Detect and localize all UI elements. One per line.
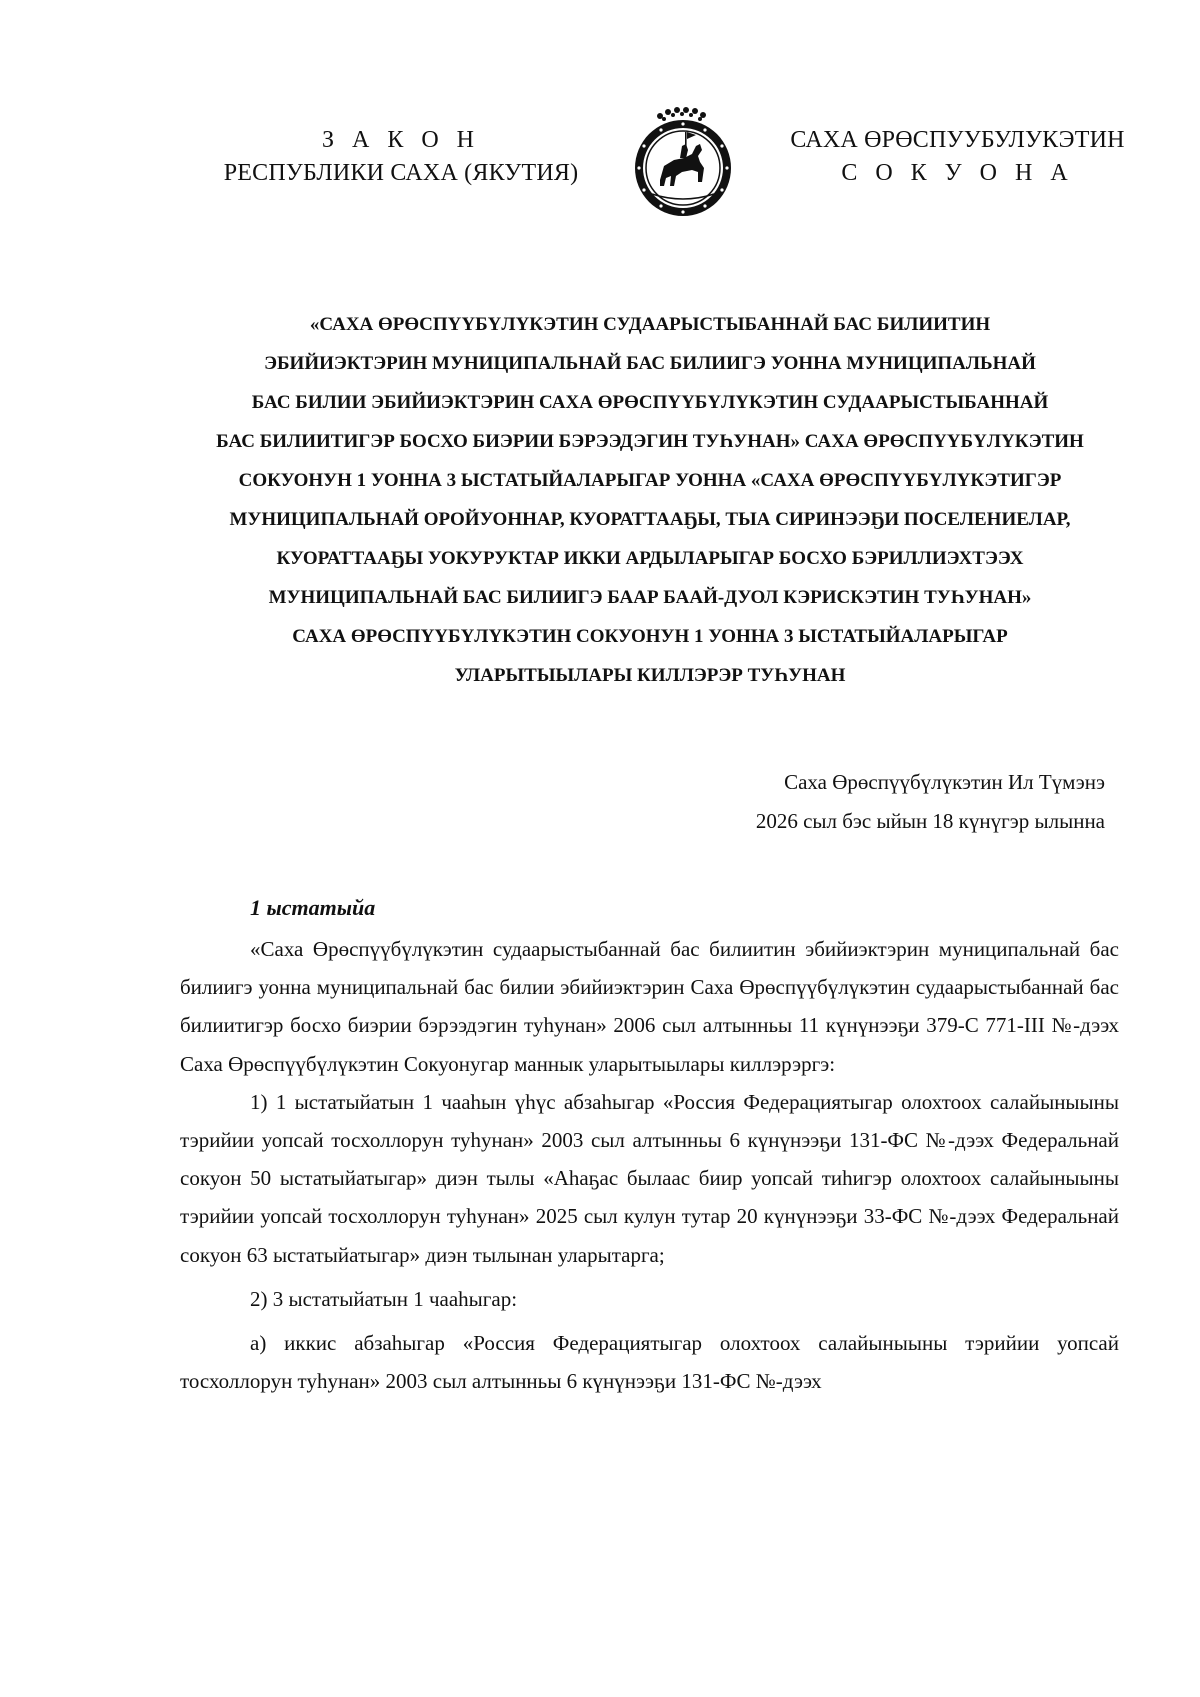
law-title (195, 305, 1105, 695)
title-line: УЛАРЫТЫЫЛАРЫ КИЛЛЭРЭР ТУҺУНАН (454, 665, 846, 686)
title-line: ЭБИЙИЭКТЭРИН МУНИЦИПАЛЬНАЙ БАС БИЛИИГЭ УОННА МУНИЦИПАЛЬНАЙ (264, 353, 1036, 374)
title-line: МУНИЦИПАЛЬНАЙ БАС БИЛИИГЭ БААР БААЙ-ДУОЛ КЭРИСКЭТИН ТУҺУНАН» (268, 587, 1032, 608)
header-republic-name: РЕСПУБЛИКИ САХА (ЯКУТИЯ) (223, 160, 579, 186)
title-line: БАС БИЛИИТИГЭР БОСХО БИЭРИИ БЭРЭЭДЭГИН ТУҺУНАН» САХА ӨРӨСПҮҮБҮЛҮКЭТИН (216, 431, 1084, 452)
title-line: БАС БИЛИИ ЭБИЙИЭКТЭРИН САХА ӨРӨСПҮҮБҮЛҮКЭТИН СУДААРЫСТЫБАННАЙ (251, 392, 1049, 413)
header-left (215, 124, 587, 190)
article-paragraph: «Саха Өрөспүүбүлүкэтин судаарыстыбаннай бас билиитин эбийиэктэрин муниципальнай бас билиигэ уонна муниципальнай бас билии эбийиэктэрин Саха Өрөспүүбүлүкэтин судаарыстыбаннай бас билиитигэр босхо биэрии бэрээдэгин туһунан» 2006 сыл алтынньы 11 күнүнээҕи 379-С 771-III №-дээх Саха Өрөспүүбүлүкэтин Сокуонугар маннык уларытыылары киллэрэргэ: (180, 937, 1119, 1076)
title-line: МУНИЦИПАЛЬНАЙ ОРОЙУОННАР, КУОРАТТААҔЫ, ТЫА СИРИНЭЭҔИ ПОСЕЛЕНИЕЛАР, (229, 509, 1071, 530)
article-heading: 1 ыстатыйа (250, 895, 376, 920)
header-law-word-sakha: С О К У О Н А (841, 160, 1074, 186)
adoption-block (756, 763, 1105, 841)
article-paragraph: а) иккис абзаһыгар «Россия Федерациятыгар олохтоох салайыныыны тэрийии уопсай тосхоллорун туһунан» 2003 сыл алтынньы 6 күнүнээҕи 131-ФС №-дээх (180, 1331, 1119, 1394)
header-right (780, 124, 1135, 190)
article-body (180, 930, 1119, 1400)
coat-of-arms-emblem (630, 106, 736, 220)
adopting-body: Саха Өрөспүүбүлүкэтин Ил Түмэнэ (784, 770, 1105, 794)
header-republic-name-sakha: САХА ӨРӨСПУУБУЛУКЭТИН (790, 127, 1125, 153)
title-line: КУОРАТТААҔЫ УОКУРУКТАР ИККИ АРДЫЛАРЫГАР БОСХО БЭРИЛЛИЭХТЭЭХ (276, 548, 1024, 569)
article-paragraph: 1) 1 ыстатыйатын 1 чааһын үһүс абзаһыгар «Россия Федерациятыгар олохтоох салайыныыны тэрийии уопсай тосхоллорун туһунан» 2003 сыл алтынньы 6 күнүнээҕи 131-ФС №-дээх Федеральнай сокуон 50 ыстатыйатыгар» диэн тылы «Аһаҕас былаас биир уопсай тиһигэр олохтоох салайыныыны тэрийии уопсай тосхоллорун туһунан» 2025 сыл кулун тутар 20 күнүнээҕи 33-ФС №-дээх Федеральнай сокуон 63 ыстатыйатыгар» диэн тылынан уларытарга; (180, 1089, 1119, 1267)
title-line: СОКУОНУН 1 УОННА 3 ЫСТАТЫЙАЛАРЫГАР УОННА «САХА ӨРӨСПҮҮБҮЛҮКЭТИГЭР (238, 470, 1062, 491)
title-line: САХА ӨРӨСПҮҮБҮЛҮКЭТИН СОКУОНУН 1 УОННА 3 ЫСТАТЫЙАЛАРЫГАР (292, 626, 1008, 647)
article-paragraph: 2) 3 ыстатыйатын 1 чааһыгар: (250, 1286, 518, 1311)
title-line: «САХА ӨРӨСПҮҮБҮЛҮКЭТИН СУДААРЫСТЫБАННАЙ БАС БИЛИИТИН (309, 314, 991, 335)
adoption-date: 2026 сыл бэс ыйын 18 күнүгэр ылынна (755, 809, 1105, 833)
header-law-word: З А К О Н (321, 127, 481, 153)
